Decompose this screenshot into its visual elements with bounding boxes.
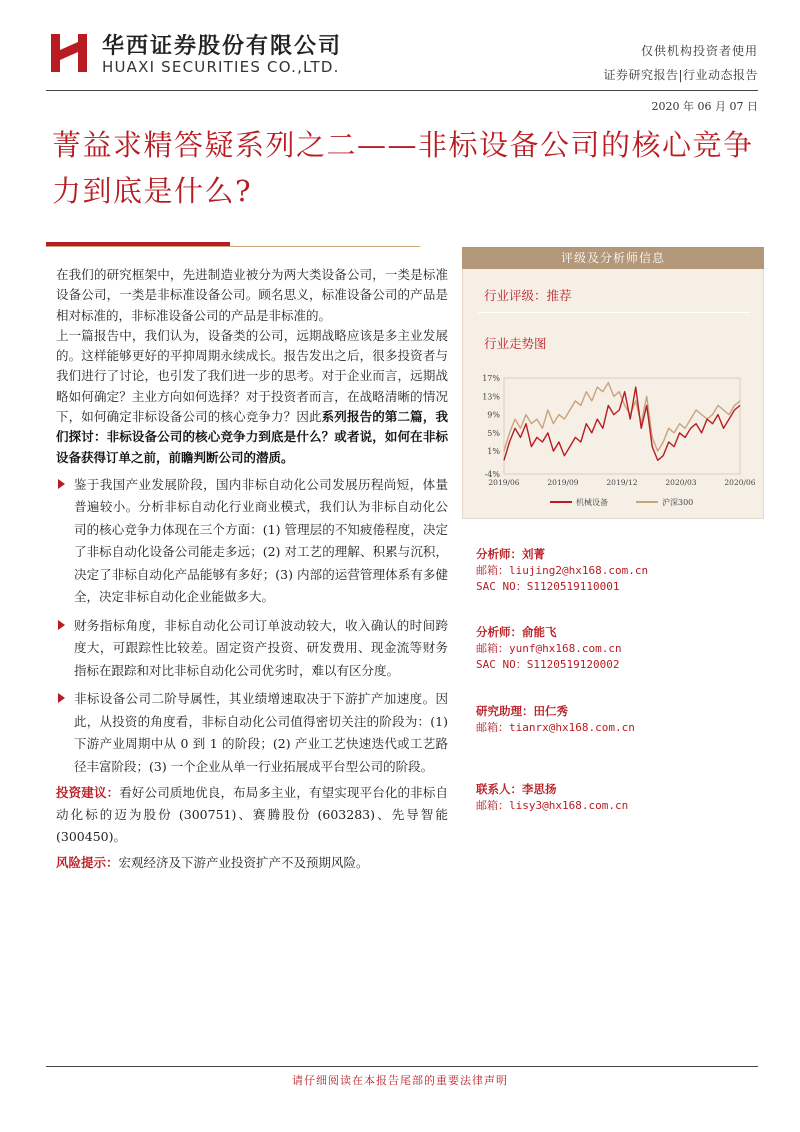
- analyst-card: [476, 546, 648, 594]
- analyst-email: 邮箱：yunf@hx168.com.cn: [476, 642, 622, 655]
- analyst-sac: SAC NO：S1120519120002: [476, 658, 620, 671]
- y-tick-label: 1%: [487, 447, 500, 457]
- investment-advice-label: 投资建议：: [56, 785, 120, 801]
- report-date: 2020 年 06 月 07 日: [651, 100, 758, 113]
- contact-card: [476, 781, 628, 813]
- rating-divider: [478, 312, 750, 313]
- assistant-card: [476, 703, 635, 735]
- bullet-triangle-icon: [58, 620, 65, 630]
- key-point: [56, 615, 448, 683]
- company-name-en: HUAXI SECURITIES CO.,LTD.: [102, 58, 340, 76]
- report-title: 菁益求精答疑系列之二——非标设备公司的核心竞争力到底是什么?: [52, 128, 754, 208]
- analyst-sac: SAC NO：S1120519110001: [476, 580, 620, 593]
- legend-label: 沪深300: [662, 498, 694, 507]
- header-divider: [46, 90, 758, 91]
- key-point: [56, 688, 448, 778]
- risk-warning-text: 宏观经济及下游产业投资扩产不及预期风险。: [118, 855, 369, 871]
- intro-paragraph: 在我们的研究框架中，先进制造业被分为两大类设备公司，一类是标准设备公司，一类是非标准设备公司。顾名思义，标准设备公司的产品是相对标准的，非标准设备公司的产品是非标准的。: [56, 267, 448, 323]
- analyst-email: 邮箱：liujing2@hx168.com.cn: [476, 564, 649, 577]
- x-tick-label: 2020/03: [665, 478, 697, 487]
- assistant-email: 邮箱：tianrx@hx168.com.cn: [476, 721, 635, 734]
- trend-chart-label: 行业走势图: [484, 336, 547, 351]
- industry-rating: 行业评级：推荐: [484, 288, 572, 303]
- industry-trend-chart: [470, 368, 760, 513]
- analyst-name: 分析师：刘菁: [476, 547, 545, 561]
- x-tick-label: 2019/09: [547, 478, 579, 487]
- risk-warning: [56, 852, 448, 874]
- footer-divider: [46, 1066, 758, 1067]
- investment-advice-text: 看好公司质地优良，布局多主业，有望实现平台化的非标自动化标的迈为股份 (300751)、赛腾股份 (603283)、先导智能 (300450)。: [56, 785, 448, 845]
- bullet-triangle-icon: [58, 693, 65, 703]
- context-highlight: 系列报告的第二篇，我们探讨：非标设备公司的核心竞争力到底是什么？或者说，如何在非标设备获得订单之前，前瞻判断公司的潜质。: [56, 409, 448, 465]
- key-point-text: 财务指标角度，非标自动化公司订单波动较大，收入确认的时间跨度大，可跟踪性比较差。固定资产投资、研发费用、现金流等财务指标在跟踪和对比非标自动化公司优劣时，难以有区分度。: [74, 617, 448, 678]
- key-point-text: 非标设备公司二阶导属性，其业绩增速取决于下游扩产加速度。因此，从投资的角度看，非标自动化公司值得密切关注的阶段为：(1) 下游产业周期中从 0 到 1 的阶段；(2) 产业工艺快速迭代或工艺路径丰富阶段；(3) 一个企业从单一行业拓展成平台型公司的阶段。: [74, 691, 448, 774]
- y-tick-label: 5%: [487, 428, 500, 438]
- context-text: 上一篇报告中，我们认为，设备类的公司，远期战略应该是多主业发展的。这样能够更好的平抑周期永续成长。报告发出之后，很多投资者与我们进行了讨论，也引发了我们进一步的思考。对于企业而言，远期战略如何确定？主业方向如何选择？对于投资者而言，在战略清晰的情况下，如何确定非标设备公司的核心竞争力？因此: [56, 327, 448, 425]
- y-tick-label: 13%: [482, 392, 500, 402]
- title-accent-bar: [46, 242, 230, 246]
- audience-note: 仅供机构投资者使用: [640, 44, 758, 58]
- y-tick-label: 9%: [487, 410, 500, 420]
- company-name-cn: 华西证券股份有限公司: [102, 34, 343, 59]
- rating-panel-title: 评级及分析师信息: [462, 247, 764, 269]
- x-tick-label: 2020/06: [724, 478, 756, 487]
- y-tick-label: -4%: [484, 470, 500, 479]
- report-summary: [56, 265, 448, 874]
- assistant-name: 研究助理：田仁秀: [476, 704, 568, 718]
- analyst-name: 分析师：俞能飞: [476, 625, 557, 639]
- analyst-card: [476, 624, 622, 672]
- y-tick-label: 17%: [482, 374, 500, 383]
- investment-advice: [56, 782, 448, 848]
- legend-label: 机械设备: [576, 498, 608, 507]
- bullet-triangle-icon: [58, 479, 65, 489]
- context-paragraph: [56, 326, 448, 468]
- x-tick-label: 2019/06: [488, 478, 520, 487]
- series-line: [504, 383, 740, 452]
- title-divider: [46, 246, 420, 247]
- key-point: [56, 474, 448, 609]
- contact-email: 邮箱：lisy3@hx168.com.cn: [476, 799, 629, 812]
- risk-warning-label: 风险提示：: [56, 855, 119, 871]
- huaxi-logo-icon: [48, 30, 92, 76]
- contact-name: 联系人：李思扬: [476, 782, 557, 796]
- key-point-text: 鉴于我国产业发展阶段，国内非标自动化公司发展历程尚短，体量普遍较小。分析非标自动化行业商业模式，我们认为非标自动化公司的核心竞争力体现在三个方面：(1) 管理层的不知疲倦程度，决定了非标自动化设备公司能走多远；(2) 对工艺的理解、积累与沉积，决定了非标自动化产品能够有多好；(3) 内部的运营管理体系有多健全，决定非标自动化企业能做多大。: [74, 476, 448, 605]
- report-type: 证券研究报告|行业动态报告: [603, 68, 758, 82]
- legal-notice: 请仔细阅读在本报告尾部的重要法律声明: [292, 1074, 508, 1087]
- x-tick-label: 2019/12: [606, 478, 638, 487]
